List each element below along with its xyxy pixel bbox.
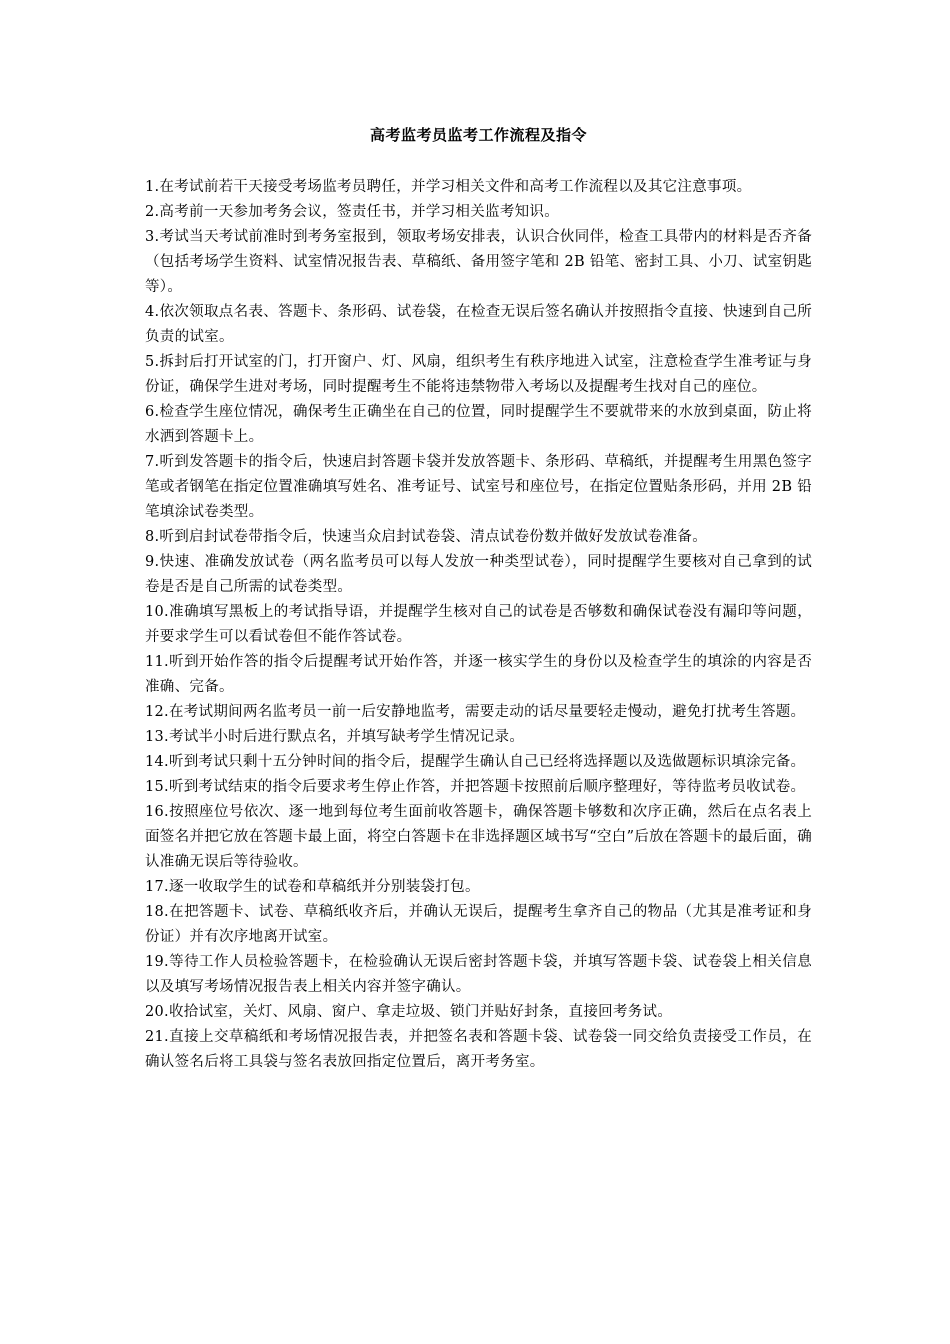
step-item-17: 17.逐一收取学生的试卷和草稿纸并分别装袋打包。 bbox=[145, 879, 480, 895]
step-item-10: 10.准确填写黑板上的考试指导语，并提醒学生核对自己的试卷是否够数和确保试卷没有漏印等问题，并要求学生可以看试卷但不能作答试卷。 bbox=[145, 604, 812, 645]
step-item-11: 11.听到开始作答的指令后提醒考试开始作答，并逐一核实学生的身份以及检查学生的填涂的内容是否准确、完备。 bbox=[145, 654, 812, 695]
step-item-14: 14.听到考试只剩十五分钟时间的指令后，提醒学生确认自己已经将选择题以及选做题标识填涂完备。 bbox=[145, 754, 806, 770]
document-page bbox=[145, 124, 812, 1075]
step-item-15: 15.听到考试结束的指令后要求考生停止作答，并把答题卡按照前后顺序整理好，等待监考员收试卷。 bbox=[145, 779, 806, 795]
step-item-1: 1.在考试前若干天接受考场监考员聘任，并学习相关文件和高考工作流程以及其它注意事项。 bbox=[145, 179, 752, 195]
step-item-12: 12.在考试期间两名监考员一前一后安静地监考，需要走动的话尽量要轻走慢动，避免打扰考生答题。 bbox=[145, 704, 806, 720]
step-item-16: 16.按照座位号依次、逐一地到每位考生面前收答题卡，确保答题卡够数和次序正确，然后在点名表上面签名并把它放在答题卡最上面，将空白答题卡在非选择题区域书写“空白”后放在答题卡的最后面，确认准确无误后等待验收。 bbox=[145, 804, 812, 870]
step-item-9: 9.快速、准确发放试卷（两名监考员可以每人发放一种类型试卷），同时提醒学生要核对自己拿到的试卷是否是自己所需的试卷类型。 bbox=[145, 554, 812, 595]
step-item-19: 19.等待工作人员检验答题卡，在检验确认无误后密封答题卡袋，并填写答题卡袋、试卷袋上相关信息以及填写考场情况报告表上相关内容并签字确认。 bbox=[145, 954, 812, 995]
step-item-20: 20.收拾试室，关灯、风扇、窗户、拿走垃圾、锁门并贴好封条，直接回考务试。 bbox=[145, 1004, 673, 1020]
step-item-8: 8.听到启封试卷带指令后，快速当众启封试卷袋、清点试卷份数并做好发放试卷准备。 bbox=[145, 529, 708, 545]
step-item-13: 13.考试半小时后进行默点名，并填写缺考学生情况记录。 bbox=[145, 729, 525, 745]
step-item-3: 3.考试当天考试前准时到考务室报到，领取考场安排表，认识合伙同伴，检查工具带内的材料是否齐备（包括考场学生资料、试室情况报告表、草稿纸、备用签字笔和 2B 铅笔、密封工具、小刀、试室钥匙等）。 bbox=[145, 229, 812, 295]
step-item-2: 2.高考前一天参加考务会议，签责任书，并学习相关监考知识。 bbox=[145, 204, 560, 220]
document-title: 高考监考员监考工作流程及指令 bbox=[369, 126, 587, 144]
step-item-18: 18.在把答题卡、试卷、草稿纸收齐后，并确认无误后，提醒考生拿齐自己的物品（尤其是准考证和身份证）并有次序地离开试室。 bbox=[145, 904, 812, 945]
step-item-7: 7.听到发答题卡的指令后，快速启封答题卡袋并发放答题卡、条形码、草稿纸，并提醒考生用黑色签字笔或者钢笔在指定位置准确填写姓名、准考证号、试室号和座位号，在指定位置贴条形码，并用 2B 铅笔填涂试卷类型。 bbox=[145, 454, 812, 520]
step-list bbox=[145, 175, 812, 1075]
step-item-4: 4.依次领取点名表、答题卡、条形码、试卷袋，在检查无误后签名确认并按照指令直接、快速到自己所负责的试室。 bbox=[145, 304, 812, 345]
step-item-21: 21.直接上交草稿纸和考场情况报告表，并把签名表和答题卡袋、试卷袋一同交给负责接受工作员，在确认签名后将工具袋与签名表放回指定位置后，离开考务室。 bbox=[145, 1029, 812, 1070]
step-item-5: 5.拆封后打开试室的门，打开窗户、灯、风扇，组织考生有秩序地进入试室，注意检查学生准考证与身份证，确保学生进对考场，同时提醒考生不能将违禁物带入考场以及提醒考生找对自己的座位。 bbox=[145, 354, 812, 395]
step-item-6: 6.检查学生座位情况，确保考生正确坐在自己的位置，同时提醒学生不要就带来的水放到桌面，防止将水洒到答题卡上。 bbox=[145, 404, 812, 445]
